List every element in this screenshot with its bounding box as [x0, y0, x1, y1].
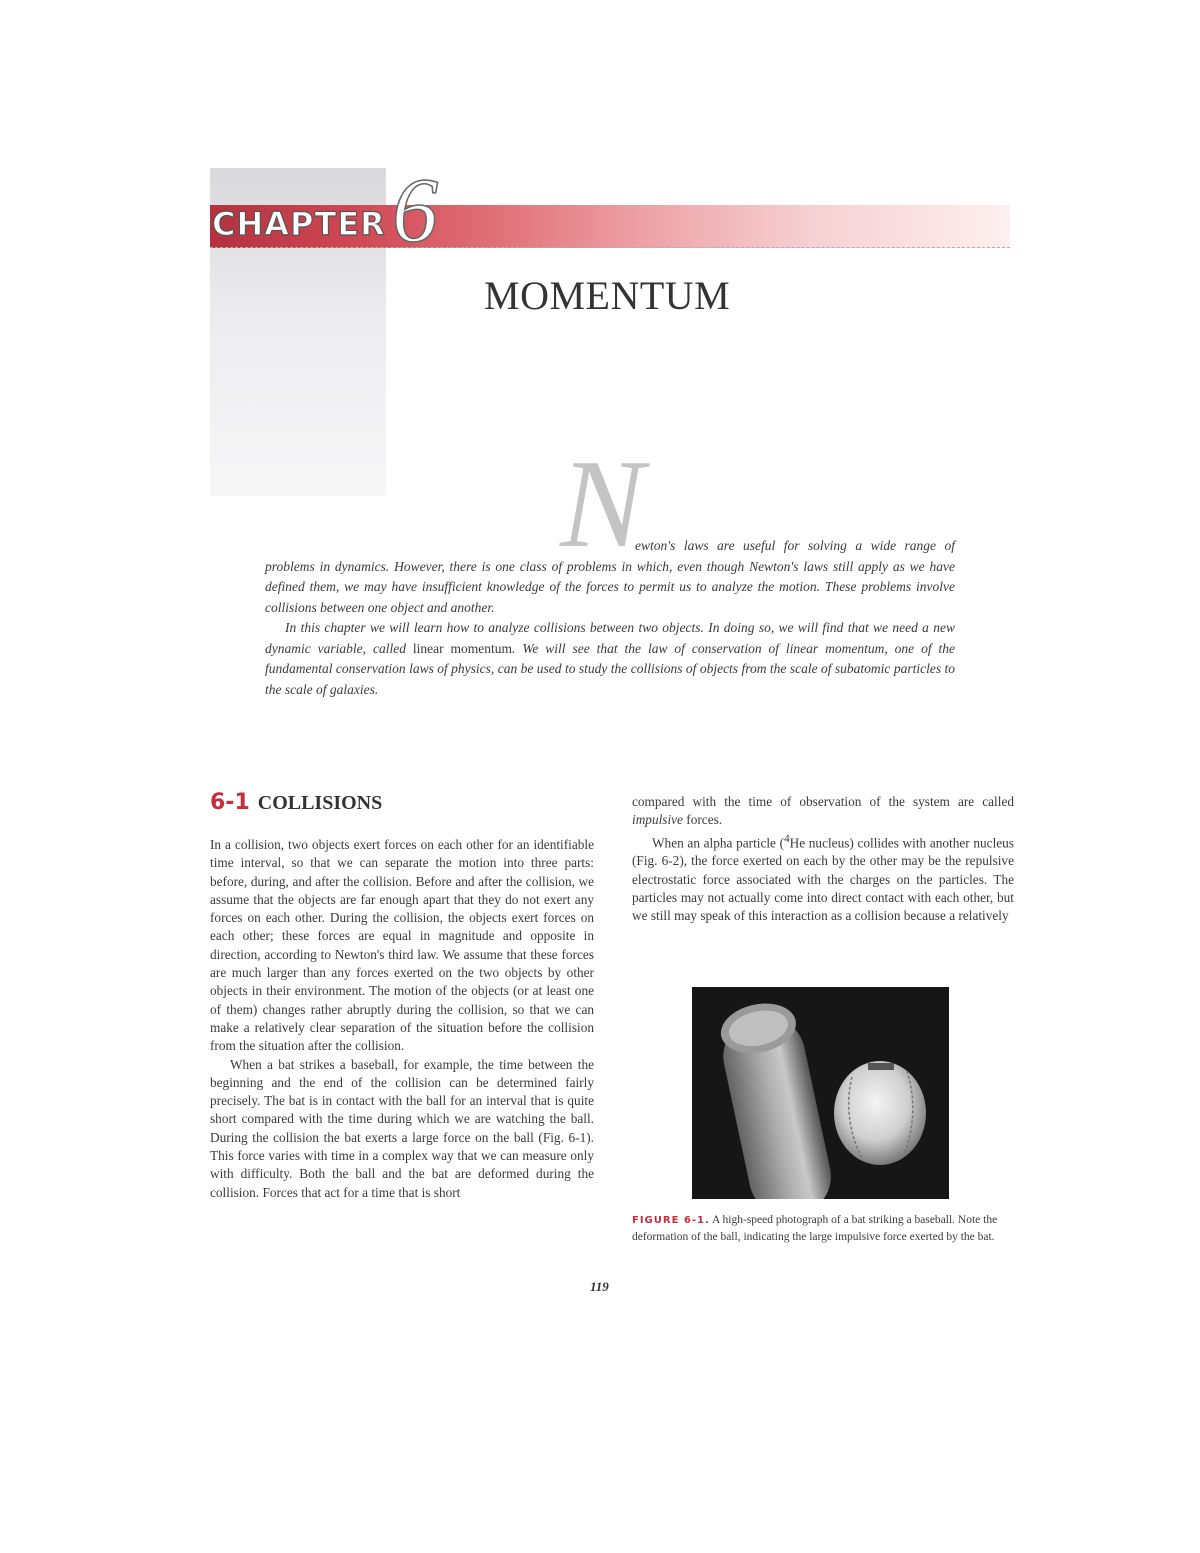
- section-heading: [210, 790, 382, 815]
- chapter-title: MOMENTUM: [484, 273, 731, 318]
- body-text: When an alpha particle (: [652, 835, 785, 851]
- caption-text: A high-speed photograph of a bat striking a baseball. Note the deformation of the ball, indicating the large impulsive force exerted by the bat.: [632, 1214, 998, 1243]
- body-paragraph: In a collision, two objects exert forces on each other for an identifiable time interval, so that we can separate the motion into three parts: before, during, and after the collision. Before and after the collision, we assume that the objects are far enough apart that they do not exert any forces on each other. During the collision, the objects exert forces on each other; these forces are equal in magnitude and opposite in direction, according to Newton's third law. We assume that these forces are much larger than any forces exerted on the two objects by other objects in their environment. The motion of the objects (or at least one of them) changes rather abruptly during the collision, so that we can make a relatively clear separation of the situation before the collision from the situation after the collision.: [210, 837, 594, 1054]
- body-paragraph: When a bat strikes a baseball, for example, the time between the beginning and the end of the collision can be determined fairly precisely. The bat is in contact with the ball for an interval that is quite short compared with the time during which we are watching the ball. During the collision the bat exerts a large force on the ball (Fig. 6-1). This force varies with time in a complex way that we can measure only with difficulty. Both the ball and the bat are deformed during the collision. Forces that act for a time that is short: [210, 1056, 594, 1200]
- section-title: COLLISIONS: [257, 792, 383, 814]
- section-number: 6-1: [210, 790, 250, 815]
- right-column: [632, 793, 1014, 926]
- intro-paragraph-2: [265, 618, 955, 700]
- drop-cap: N: [560, 435, 645, 574]
- key-term: linear momentum: [412, 640, 513, 656]
- intro-text: . We will see that the law of conservation of linear momentum, one of the fundamental conservation laws of physics, can be used to study the collisions of objects from the scale of subatomic particles to the scale of galaxies.: [265, 640, 955, 697]
- intro-text: In this chapter we will learn how to analyze collisions between two objects. In doing so, we will find that we need a new dynamic variable, called: [265, 620, 955, 656]
- left-column: [210, 836, 594, 1202]
- key-term: impulsive: [632, 812, 683, 828]
- figure-caption: [632, 1212, 1014, 1245]
- chapter-label: CHAPTER: [212, 205, 386, 243]
- chapter-number: 6: [392, 159, 438, 261]
- body-text: compared with the time of observation of the system are called: [632, 794, 1014, 809]
- body-paragraph: [632, 830, 1014, 926]
- body-paragraph: [632, 793, 1014, 830]
- body-text: He nucleus) collides with another nucleus (Fig. 6-2), the force exerted on each by the other may be the repulsive electrostatic force associated with the charges on the particles. The particles may not actually come into direct contact with each other, but we still may speak of this interaction as a collision because a relatively: [632, 835, 1014, 924]
- superscript: 4: [784, 832, 790, 845]
- bat-ball-photo: [692, 987, 949, 1199]
- figure-label: FIGURE 6-1.: [632, 1215, 710, 1226]
- intro-paragraph-1: ewton's laws are useful for solving a wide range of problems in dynamics. However, there is one class of problems in which, even though Newton's laws still apply as we have defined them, we may have insufficient knowledge of the forces to permit us to analyze the motion. These problems involve collisions between one object and another.: [265, 538, 955, 615]
- chapter-intro: [265, 536, 955, 700]
- body-text: forces.: [682, 812, 723, 828]
- page-number: 119: [590, 1279, 609, 1294]
